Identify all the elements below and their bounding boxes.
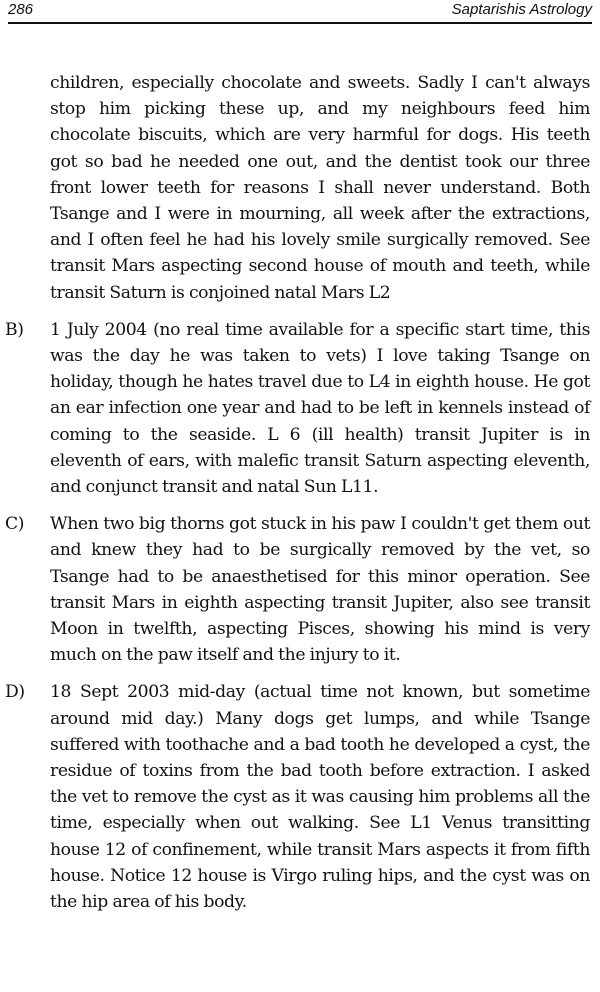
list-item-text: 18 Sept 2003 mid-day (actual time not known, but sometime around mid day.) Many dogs get lumps, and while Tsange suffered with toothache and a bad tooth he developed a cyst, the residue of toxins from the bad tooth before extraction. I asked the vet to remove the cyst as it was causing him problems all the time, especially when out walking. See L1 Venus transitting house 12 of confinement, while transit Mars aspects it from fifth house. Notice 12 house is Virgo ruling hips, and the cyst was on the hip area of his body.: [50, 682, 590, 913]
list-item-label: D): [5, 682, 25, 703]
page-number: 286: [8, 1, 34, 18]
intro-paragraph: children, especially chocolate and sweets. Sadly I can't always stop him picking these up, and my neighbours feed him chocolate biscuits, which are very harmful for dogs. His teeth got so bad he needed one out, and the dentist took our three front lower teeth for reasons I shall never understand. Both Tsange and I were in mourning, all week after the extractions, and I often feel he had his lovely smile surgically removed. See transit Mars aspecting second house of mouth and teeth, while transit Saturn is conjoined natal Mars L2: [50, 73, 590, 303]
page-body: [5, 70, 590, 926]
list-item-label: B): [5, 319, 24, 340]
running-title: Saptarishis Astrology: [451, 1, 592, 18]
list-item-label: C): [5, 514, 25, 535]
list-item-d: [5, 679, 590, 915]
page-header: [8, 0, 592, 24]
list-item-text: When two big thorns got stuck in his paw I couldn't get them out and knew they had to be surgically removed by the vet, so Tsange had to be anaesthetised for this minor operation. See transit Mars in eighth aspecting transit Jupiter, also see transit Moon in twelfth, aspecting Pisces, showing his mind is very much on the paw itself and the injury to it.: [50, 514, 590, 666]
list-item-text: 1 July 2004 (no real time available for a specific start time, this was the day he was taken to vets) I love taking Tsange on holiday, though he hates travel due to L4 in eighth house. He got an ear infection one year and had to be left in kennels instead of coming to the seaside. L 6 (ill health) transit Jupiter is in eleventh of ears, with malefic transit Saturn aspecting eleventh, and conjunct transit and natal Sun L11.: [50, 319, 590, 498]
list-item-b: [5, 317, 590, 500]
list-item-c: [5, 511, 590, 668]
